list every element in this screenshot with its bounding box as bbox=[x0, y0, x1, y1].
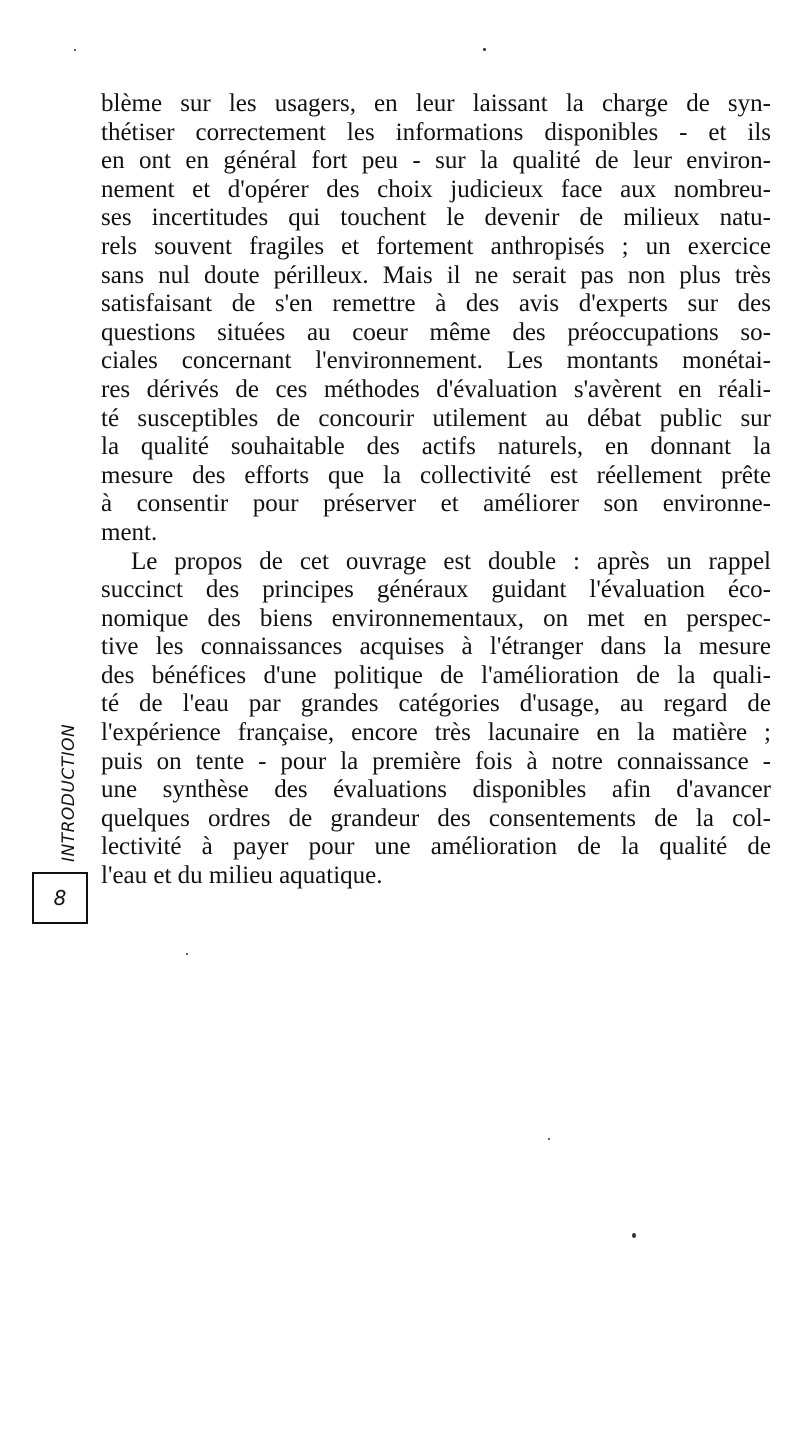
text-line: questions situées au coeur même des préoccupations so- bbox=[101, 318, 771, 346]
text-line: té de l'eau par grandes catégories d'usage, au regard de bbox=[101, 690, 771, 718]
scan-speck bbox=[548, 1138, 550, 1140]
page-number-box bbox=[32, 872, 88, 924]
text-line: satisfaisant de s'en remettre à des avis d'experts sur des bbox=[101, 290, 771, 318]
body-text bbox=[101, 90, 771, 891]
text-line: thétiser correctement les informations disponibles - et ils bbox=[101, 118, 771, 146]
scan-speck bbox=[74, 49, 76, 51]
text-line: Le propos de cet ouvrage est double : après un rappel bbox=[131, 547, 771, 575]
text-line: nomique des biens environnementaux, on met en perspec- bbox=[101, 604, 771, 632]
text-line: mesure des efforts que la collectivité est réellement prête bbox=[101, 461, 771, 489]
text-line: la qualité souhaitable des actifs naturels, en donnant la bbox=[101, 433, 771, 461]
scan-speck bbox=[632, 1233, 636, 1238]
text-line: en ont en général fort peu - sur la qualité de leur environ- bbox=[101, 147, 771, 175]
paragraph-2 bbox=[101, 548, 771, 891]
text-line: nement et d'opérer des choix judicieux face aux nombreu- bbox=[101, 175, 771, 203]
text-line: une synthèse des évaluations disponibles afin d'avancer bbox=[101, 776, 771, 804]
text-line: ment. bbox=[101, 518, 158, 546]
page-number: 8 bbox=[53, 886, 67, 910]
section-label: INTRODUCTION bbox=[59, 723, 79, 862]
text-line: blème sur les usagers, en leur laissant la charge de syn- bbox=[101, 90, 771, 117]
paragraph-1 bbox=[101, 90, 771, 548]
scan-speck bbox=[186, 953, 188, 955]
text-line: lectivité à payer pour une amélioration de la qualité de bbox=[101, 833, 771, 861]
text-line: quelques ordres de grandeur des consentements de la col- bbox=[101, 804, 771, 832]
text-line: ses incertitudes qui touchent le devenir de milieux natu- bbox=[101, 204, 771, 232]
text-line: rels souvent fragiles et fortement anthropisés ; un exercice bbox=[101, 232, 771, 260]
text-line: des bénéfices d'une politique de l'amélioration de la quali- bbox=[101, 661, 771, 689]
text-line: à consentir pour préserver et améliorer son environne- bbox=[101, 490, 771, 518]
scan-speck bbox=[483, 48, 486, 51]
text-line: puis on tente - pour la première fois à notre connaissance - bbox=[101, 747, 771, 775]
text-line: succinct des principes généraux guidant l'évaluation éco- bbox=[101, 576, 771, 604]
text-line: té susceptibles de concourir utilement au débat public sur bbox=[101, 404, 771, 432]
text-line: sans nul doute périlleux. Mais il ne serait pas non plus très bbox=[101, 261, 771, 289]
text-line: ciales concernant l'environnement. Les montants monétai- bbox=[101, 347, 771, 375]
text-line: tive les connaissances acquises à l'étranger dans la mesure bbox=[101, 633, 771, 661]
text-line: res dérivés de ces méthodes d'évaluation s'avèrent en réali- bbox=[101, 375, 771, 403]
text-line: l'eau et du milieu aquatique. bbox=[101, 862, 383, 890]
text-line: l'expérience française, encore très lacunaire en la matière ; bbox=[101, 719, 771, 747]
